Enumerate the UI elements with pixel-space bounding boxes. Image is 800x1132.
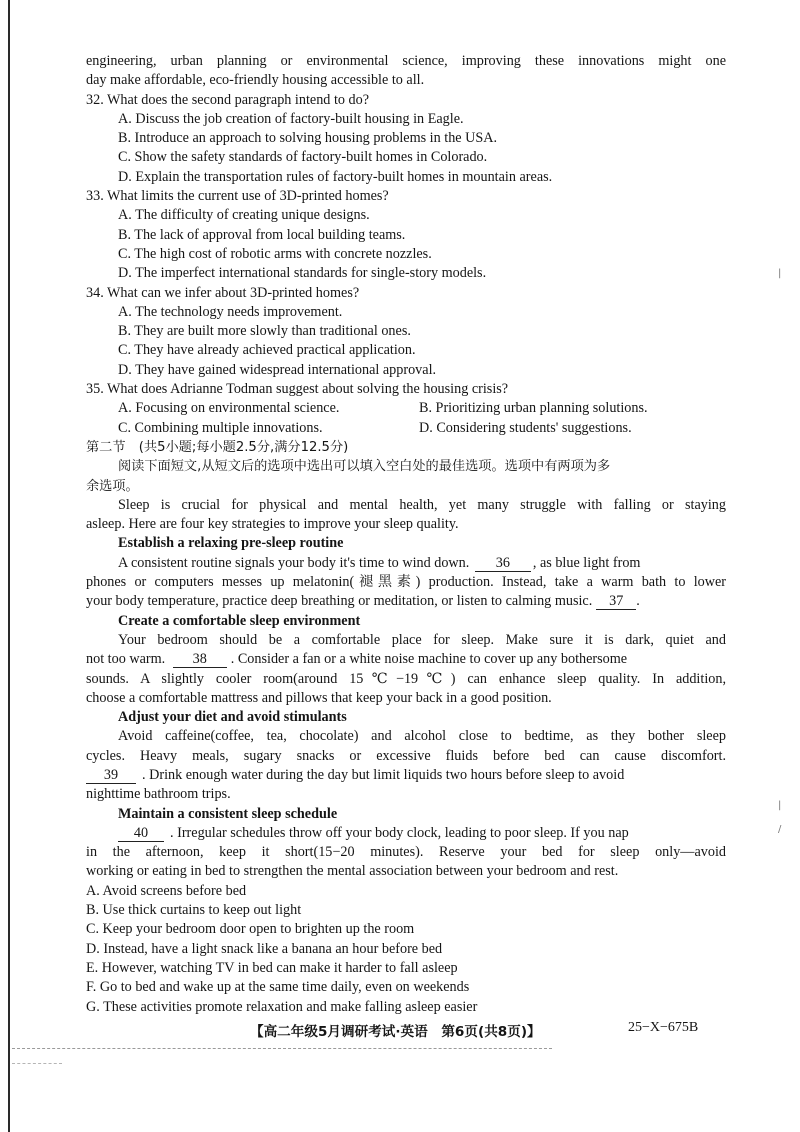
- question-stem: 33. What limits the current use of 3D-printed homes?: [86, 188, 389, 205]
- exam-page: [86, 52, 726, 1017]
- article-intro: asleep. Here are four key strategies to improve your sleep quality.: [86, 516, 459, 533]
- paragraph-text: not too warm.: [86, 651, 166, 668]
- question-stem: 32. What does the second paragraph intend to do?: [86, 91, 370, 108]
- question-stem: 35. What does Adrianne Todman suggest about solving the housing crisis?: [86, 381, 509, 398]
- paragraph-line: choose a comfortable mattress and pillows that keep your back in a good position.: [86, 689, 552, 706]
- paragraph-text: . Consider a fan or a white noise machine to cover up any bothersome: [230, 651, 628, 668]
- subheading: Create a comfortable sleep environment: [118, 612, 361, 629]
- section-instruction: 余选项。: [86, 478, 139, 494]
- paragraph-line: working or eating in bed to strengthen the mental association between your bedroom and rest.: [86, 863, 619, 880]
- paragraph-line: phones or computers messes up melatonin(褪黑素) production. Instead, take a warm bath to lower: [86, 574, 726, 591]
- scan-mark: |: [778, 268, 782, 279]
- paragraph-line: [86, 824, 726, 843]
- section-instruction: 阅读下面短文,从短文后的选项中选出可以填入空白处的最佳选项。选项中有两项为多: [118, 459, 611, 475]
- answer-option: C. The high cost of robotic arms with concrete nozzles.: [118, 245, 432, 262]
- binding-edge: [8, 0, 10, 1132]
- answer-option: D. Considering students' suggestions.: [419, 419, 632, 436]
- choice-item: A. Avoid screens before bed: [86, 882, 247, 899]
- question-stem: 34. What can we infer about 3D-printed homes?: [86, 284, 360, 301]
- answer-option: B. They are built more slowly than traditional ones.: [118, 323, 411, 340]
- paragraph-text: . Drink enough water during the day but limit liquids two hours before sleep to avoid: [142, 766, 625, 783]
- blank-37[interactable]: 37: [596, 594, 636, 610]
- answer-option: A. Focusing on environmental science.: [118, 400, 340, 417]
- answer-option: A. Discuss the job creation of factory-built housing in Eagle.: [118, 110, 464, 127]
- choice-item: C. Keep your bedroom door open to brighten up the room: [86, 921, 415, 938]
- scan-mark: |: [778, 800, 782, 811]
- answer-option-row: [86, 399, 726, 418]
- paragraph-text: your body temperature, practice deep breathing or meditation, or listen to calming music.: [86, 593, 593, 610]
- paragraph-text: A consistent routine signals your body it's time to wind down.: [118, 554, 470, 571]
- answer-option: D. They have gained widespread international approval.: [118, 361, 437, 378]
- answer-option: B. The lack of approval from local building teams.: [118, 226, 406, 243]
- paragraph-line: nighttime bathroom trips.: [86, 786, 231, 803]
- choice-item: E. However, watching TV in bed can make it harder to fall asleep: [86, 959, 458, 976]
- scan-mark: /: [778, 824, 782, 835]
- paragraph-line: cycles. Heavy meals, sugary snacks or excessive fluids before bed can cause discomfort.: [86, 747, 726, 764]
- cut-line: [12, 1063, 62, 1064]
- answer-option: C. Show the safety standards of factory-built homes in Colorado.: [118, 149, 488, 166]
- answer-option: D. Explain the transportation rules of factory-built homes in mountain areas.: [118, 168, 553, 185]
- answer-option: C. Combining multiple innovations.: [118, 419, 323, 436]
- answer-option: A. The difficulty of creating unique designs.: [118, 207, 370, 224]
- paragraph-line: Your bedroom should be a comfortable place for sleep. Make sure it is dark, quiet and: [118, 631, 726, 648]
- blank-39[interactable]: 39: [86, 768, 136, 784]
- blank-38[interactable]: 38: [173, 652, 227, 668]
- subheading: Establish a relaxing pre-sleep routine: [118, 535, 344, 552]
- subheading: Adjust your diet and avoid stimulants: [118, 709, 347, 726]
- paragraph-text: . Irregular schedules throw off your body clock, leading to poor sleep. If you nap: [170, 824, 629, 841]
- passage-tail-line: day make affordable, eco-friendly housing accessible to all.: [86, 72, 425, 89]
- answer-option-row: [86, 419, 726, 438]
- paragraph-line: in the afternoon, keep it short(15−20 minutes). Reserve your bed for sleep only—avoid: [86, 844, 726, 861]
- paragraph-line: sounds. A slightly cooler room(around 15℃−19℃) can enhance sleep quality. In addition,: [86, 670, 726, 687]
- paragraph-text: , as blue light from: [532, 554, 641, 571]
- answer-option: A. The technology needs improvement.: [118, 303, 343, 320]
- paragraph-line: [86, 554, 726, 573]
- article-intro: Sleep is crucial for physical and mental health, yet many struggle with falling or staying: [118, 496, 726, 513]
- section-header: 第二节 (共5小题;每小题2.5分,满分12.5分): [86, 439, 349, 455]
- page-footer: [0, 1020, 800, 1042]
- answer-option: C. They have already achieved practical application.: [118, 342, 416, 359]
- passage-tail-line: engineering, urban planning or environmental science, improving these innovations might one: [86, 53, 726, 69]
- paragraph-line: your body temperature, practice deep breathing or meditation, or listen to calming music. 37 .: [86, 593, 640, 610]
- blank-36[interactable]: 36: [475, 556, 531, 572]
- paragraph-line: [86, 766, 726, 785]
- choice-item: G. These activities promote relaxation and make falling asleep easier: [86, 998, 478, 1015]
- answer-option: D. The imperfect international standards for single-story models.: [118, 265, 487, 282]
- paragraph-line: Avoid caffeine(coffee, tea, chocolate) and alcohol close to bedtime, as they bother sleep: [118, 728, 726, 745]
- choice-item: D. Instead, have a light snack like a banana an hour before bed: [86, 940, 443, 957]
- blank-40[interactable]: 40: [118, 826, 164, 842]
- cut-line: [12, 1048, 552, 1050]
- answer-option: B. Prioritizing urban planning solutions.: [419, 400, 648, 417]
- footer-code: 25−X−675B: [628, 1020, 699, 1035]
- choice-item: F. Go to bed and wake up at the same time daily, even on weekends: [86, 979, 470, 996]
- paragraph-line: [86, 650, 726, 669]
- footer-title: 【高二年级5月调研考试·英语 第6页(共8页)】: [250, 1024, 541, 1040]
- answer-option: B. Introduce an approach to solving housing problems in the USA.: [118, 130, 498, 147]
- choice-item: B. Use thick curtains to keep out light: [86, 902, 302, 919]
- subheading: Maintain a consistent sleep schedule: [118, 805, 338, 822]
